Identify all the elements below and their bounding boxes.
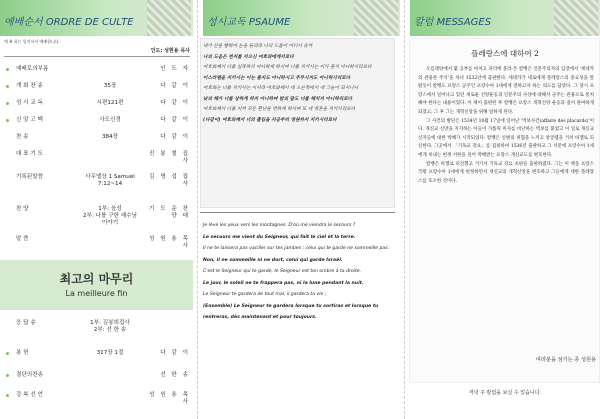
officiant-label: 인도: 성현용 목사 [150,48,190,54]
bullet-dot [6,394,9,397]
standing-note: 예 ※ 표는 일어서서 예배합니다. [4,39,61,44]
header-decoration-image [354,0,398,36]
detail-line: 사무엘상 1 Samuel 7:12~14 [85,174,135,187]
psalm-line: 이스라엘을 지키시는 이는 졸지도 아니하시고 주무시지도 아니하시리로다 [203,75,351,81]
service-item-label: 기록된말씀 [16,174,44,180]
closing-box [0,260,193,310]
psalm-line: 여호와는 너를 지키시는 이시라 여호와께서 네 오른쪽에서 네 그늘이 되시나니 [203,86,359,91]
detail-line: 384장 [101,134,119,140]
psalm-separator [200,212,395,213]
service-item-leader: 다 같 이 [160,83,190,89]
message-paragraph: 칼뱅은 바젤로 피신했고 거기서 기독교 강요 초판을 출판하였다. 그는 이 책을 프랑스 국왕 프랑수아 1세에게 헌정하면서 개신교의 개혁신앙을 변호하고 그들에게 대한 플레랑스를 호소한 것이다. [418,161,594,184]
service-item-leader: 성 원 용 목 사 [149,392,190,405]
order-header [0,0,193,36]
detail-line: 시편121편 [96,100,124,106]
service-item-label: 신 앙 고 백 [16,117,43,123]
service-item-detail [82,134,138,141]
psalm-line: Le secours me vient du Seigneur, qui fait le ciel et la terre. [203,234,356,240]
divider [4,56,190,57]
psalm-line: 낮의 해가 너를 상하게 하지 아니하며 밤의 달도 너를 해치지 아니하리로다 [203,96,353,102]
psalm-header-title: 성시교독 PSAUME [207,17,291,28]
header-decoration-image [147,0,191,36]
service-item-label: 말 씀 [16,236,29,242]
korean-psalm-text [203,42,393,126]
service-item-label: 결단의찬송 [16,372,44,378]
psalm-line: Je lève les yeux vers les montagnes. D'où me viendra le secours ? [203,223,356,228]
french-psalm-text [203,220,393,324]
service-item-detail [82,100,138,107]
psalm-line: Le jour, le soleil ne te frappera pas, ni la lune pendant la nuit. [203,280,364,286]
detail-line: 사도신경 [99,117,121,123]
service-item-leader: 다 같 이 [160,350,190,356]
bullet-dot [6,374,9,377]
bullet-dot [6,119,9,122]
messages-header [410,0,600,36]
detail-line: 2부: 나를 구한 예수님 이야기 [82,213,137,226]
detail-line: 2부: 선 한 송 [93,327,127,333]
service-item-label: 찬 송 [16,134,29,140]
message-title: 플레랑스에 대하여 2 [471,49,539,58]
service-item-leader: 다 같 이 [160,134,190,140]
column-divider [197,0,198,419]
service-item-leader: 다 같 이 [160,100,190,106]
service-item-leader: 김 명 섭 집 사 [149,174,190,187]
psalm-line: (Ensemble) Le Seigneur te gardera lorsque tu sortiras et lorsque tu rentreras, dès maintenant et pour toujours. [203,303,379,320]
psalm-line: 나의 도움은 천지를 지으신 여호와에게서로다 [203,54,294,60]
service-item-leader: 선 한 송 [160,372,190,378]
service-item-label: 응 답 송 [16,320,36,326]
closing-title: 최고의 마무리 [59,272,134,286]
psalm-line: 여호와께서 너를 지켜 모든 환난을 면하게 하시며 또 네 영혼을 지키시리로다 [203,107,356,112]
detail-line: 35장 [103,83,117,89]
detail-line: 1부: 김봉희집사 [90,320,130,326]
service-item-leader: 진 봉 철 집 사 [149,151,190,164]
service-item-detail [82,174,138,188]
service-item-detail [82,117,138,124]
service-item-leader: 인 도 자 [160,66,190,72]
psalm-line: Non, il ne sommeille ni ne dort, celui qui garde Israël. [203,257,343,263]
header-decoration-image [554,0,598,36]
pastor-signature: 여러분을 섬기는 종 성원용 [535,357,596,363]
messages-header-title: 칼럼 MESSAGES [414,17,492,28]
message-paragraph: 오름레앙에서 몇 공부를 마치고 파리에 올라 온 칼뱅은 인문주의자의 입장에서 '세네카의 관용론 주석'을 처녀 1532년에 출판한다. 세네카가 네로에게 플레랑스의 중요성을 알렸듯이 칼뱅도 프랑스 군주인 프랑수아 1세에게 전하고자 하는 의도를 담았다. 그 당시 프랑스에서 일어나고 있던 새로운 신앙운동과 인문주의 사상에 대해서 군주는 관용으로 통치해야 한다는 내용이었다. 이 책이 출판된 후 칼뱅은 프랑스 개혁신앙 운동과 깊이 관여하게 되었고, 그 후 그는 개혁신앙을 위해 일하게 된다. [418,67,594,115]
detail-line: 317장 1절 [96,350,124,356]
service-item-leader: 기 도 운 찬 양 대 [149,206,190,219]
psalm-line: 내가 산을 향하여 눈을 들리라 나의 도움이 어디서 올까 [203,44,313,49]
psalm-line: C'est le Seigneur qui te garde, le Seigneur est ton ombre à ta droite. [203,269,362,274]
psalm-line: Le Seigneur te gardera de tout mal, il gardera ta vie ; [203,292,327,297]
service-item-label: 찬 양 [16,206,29,212]
psalm-line: (다같이) 여호와께서 너의 출입을 지금부터 영원까지 지키시리로다 [203,117,337,123]
service-item-leader: 다 같 이 [160,117,190,123]
bullet-dot [6,102,9,105]
service-item-detail [82,350,138,357]
psalm-header [203,0,400,36]
service-item-label: 개 회 찬 송 [16,83,43,89]
service-item-label: 성 시 교 독 [16,100,43,106]
psalm-line: Il ne te laissera pas vaciller sur tes jambes ; celui qui te garde ne sommeille pas. [203,246,390,251]
bullet-dot [6,85,9,88]
message-body [418,66,594,186]
column-divider [404,0,405,419]
service-item-detail [82,320,138,334]
service-item-detail [82,206,138,227]
closing-subtitle: La meilleure fin [65,289,128,298]
message-paragraph: 그 사건의 발단은 1534년 10월 17일에 일어난 '벽보사건(affaire des placards)'이다. 개신교 신앙을 지지하는 이들이 가톨릭 미사를 비난하는 벽보를 붙였고 이 일로 개신교 신자들에 대한 박해가 시작되었다. 칼뱅은 신변의 위협을 느끼고 앙굴렘을 거쳐 바젤로 피신한다. 그곳에서 「기독교 강요」를 집필하여 1536년 출판하고 그 서문에 프랑수아 1세에게 보내는 헌정 서한을 실어 박해받는 프랑스 개신교도를 변호한다. [418,118,594,158]
column-footer: 저녁 주 칼럼을 보실 수 있습니다. [468,390,542,396]
service-item-label: 강 복 선 언 [16,392,43,398]
psalm-line: 여호와께서 너를 실족하지 아니하게 하시며 너를 지키시는 이가 졸지 아니하시리로다 [203,65,372,70]
bullet-dot [6,68,9,71]
service-item-label: 예배로의부름 [16,66,49,72]
service-item-leader: 성 원 용 목 사 [149,236,190,249]
service-item-label: 봉 헌 [16,350,29,356]
service-item-detail [82,83,138,90]
order-header-title: 예배순서 ORDRE DE CULTE [4,17,134,28]
detail-line: 1부: 음성 [98,206,122,212]
bullet-dot [6,352,9,355]
service-item-label: 대 표 기 도 [16,151,43,157]
